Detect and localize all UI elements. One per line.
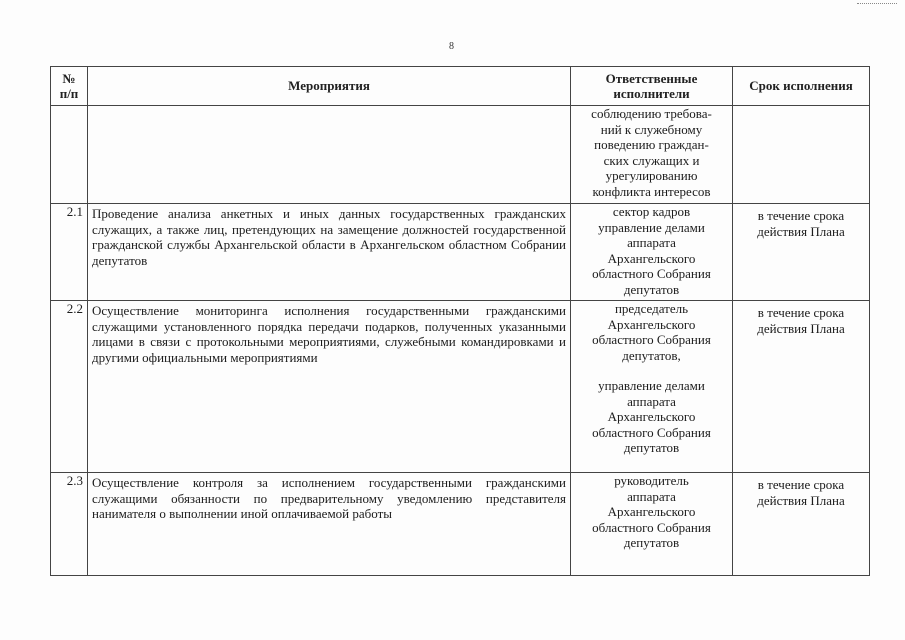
resp-line: аппарата <box>627 393 676 409</box>
term-line: в течение срока <box>757 477 845 492</box>
term-line: в течение срока <box>757 208 845 223</box>
cell-responsible <box>571 473 733 576</box>
resp-line: депутатов <box>623 440 680 455</box>
cell-num: 2.3 <box>51 473 88 576</box>
cell-activity <box>88 106 571 204</box>
scan-mark <box>857 3 897 4</box>
resp-line: управление делами <box>598 378 705 393</box>
cell-term <box>733 473 870 576</box>
resp-line: аппарата <box>627 235 676 250</box>
resp-gap <box>573 363 730 378</box>
resp-line: Архангельского <box>607 504 696 519</box>
resp-line: сектор кадров <box>612 204 691 219</box>
cell-term <box>733 204 870 301</box>
resp-line: соблюдению требова- <box>591 106 712 121</box>
continuation-row <box>51 106 870 204</box>
table-row <box>51 204 870 301</box>
cell-activity: Осуществление контроля за исполнением государственными гражданскими служащими обязанности по предварительному уведомлению представителя нанимателя о выполнении иной оплачиваемой работы <box>88 473 571 576</box>
cell-activity: Осуществление мониторинга исполнения государственными гражданскими служащими установленного порядка передачи подарков, полученных указанными лицами в связи с протокольными мероприятиями, служебными командировками и другими официальными мероприятиями <box>88 301 571 473</box>
resp-line: поведению граждан- <box>594 137 709 152</box>
resp-line: председатель <box>614 301 689 316</box>
cell-term <box>733 301 870 473</box>
cell-responsible <box>571 301 733 473</box>
header-term: Срок исполнения <box>733 67 870 106</box>
table-row <box>51 473 870 576</box>
table-header-row <box>51 67 870 106</box>
header-num: № п/п <box>51 67 88 106</box>
cell-num <box>51 106 88 204</box>
cell-num: 2.2 <box>51 301 88 473</box>
resp-line: урегулированию <box>605 168 698 183</box>
cell-term <box>733 106 870 204</box>
resp-line: Архангельского <box>607 316 696 332</box>
header-activity: Мероприятия <box>88 67 571 106</box>
cell-num: 2.1 <box>51 204 88 301</box>
resp-line: управление делами <box>598 219 705 235</box>
resp-line: областного Собрания <box>592 266 711 281</box>
resp-line: областного Собрания <box>592 424 711 440</box>
page-number: 8 <box>449 41 454 52</box>
resp-line: Архангельского <box>607 250 696 266</box>
cell-responsible <box>571 106 733 204</box>
term-line: действия Плана <box>757 223 845 239</box>
plan-table <box>50 66 870 576</box>
resp-line: аппарата <box>627 488 676 504</box>
table-row <box>51 301 870 473</box>
resp-line: ских служащих и <box>603 152 700 168</box>
resp-line: депутатов <box>623 281 680 297</box>
term-line: в течение срока <box>757 305 845 320</box>
cell-activity: Проведение анализа анкетных и иных данных государственных гражданских служащих, а также лиц, претендующих на замещение должностей государственной гражданской службы Архангельской области в Архангельском областном Собрании депутатов <box>88 204 571 301</box>
resp-line: конфликта интересов <box>592 183 711 199</box>
resp-line: областного Собрания <box>592 332 711 347</box>
term-line: действия Плана <box>757 492 845 508</box>
resp-line: депутатов <box>623 535 680 550</box>
resp-line: ний к служебному <box>600 121 703 137</box>
resp-line: областного Собрания <box>592 519 711 535</box>
resp-line: руководитель <box>614 473 689 488</box>
term-line: действия Плана <box>757 320 845 336</box>
resp-line: Архангельского <box>607 409 696 424</box>
cell-responsible <box>571 204 733 301</box>
header-responsible: Ответственные исполнители <box>571 67 733 106</box>
resp-line: депутатов, <box>622 347 681 363</box>
